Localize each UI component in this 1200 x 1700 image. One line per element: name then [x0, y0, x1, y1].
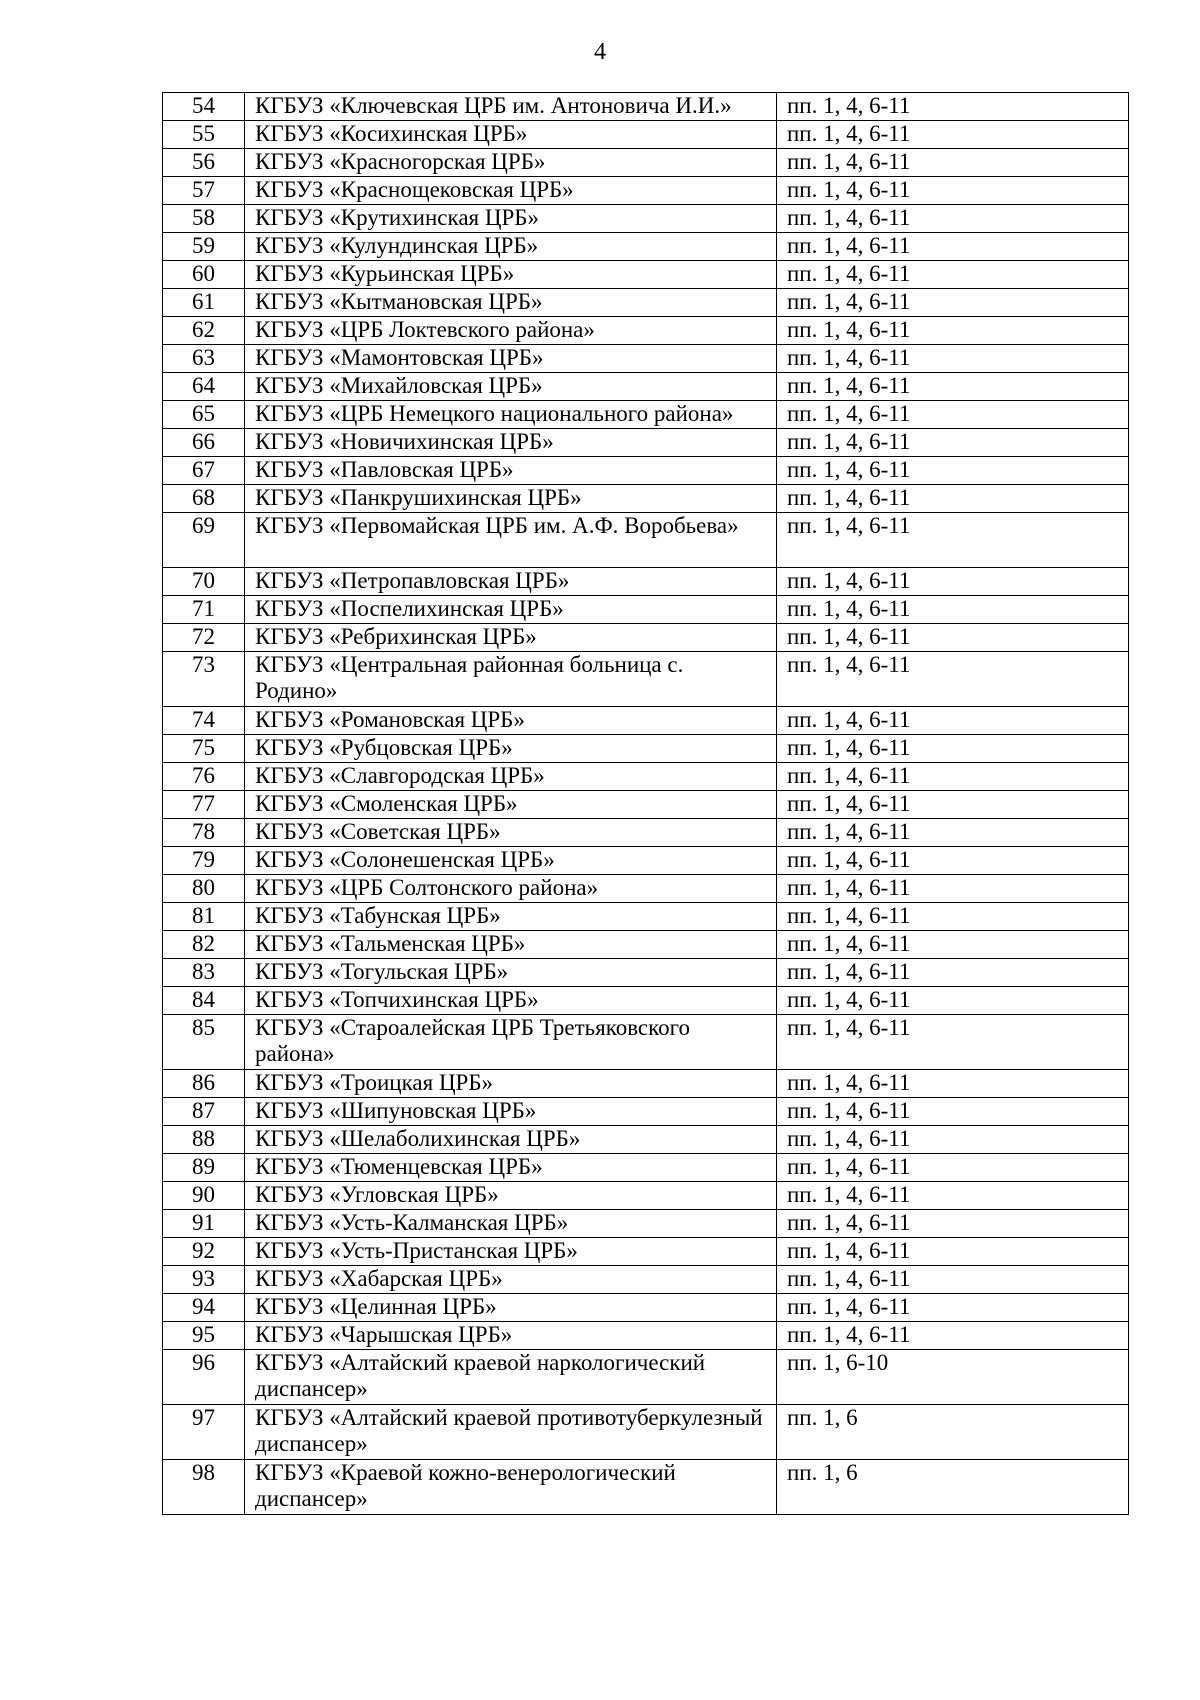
row-number: 86 — [163, 1070, 245, 1098]
row-number: 94 — [163, 1294, 245, 1322]
table-row — [163, 289, 1129, 317]
table-row — [163, 1405, 1129, 1460]
institution-name: КГБУЗ «Советская ЦРБ» — [245, 819, 777, 847]
institution-name: КГБУЗ «Кытмановская ЦРБ» — [245, 289, 777, 317]
table-row — [163, 763, 1129, 791]
institution-name: КГБУЗ «ЦРБ Локтевского района» — [245, 317, 777, 345]
row-number: 88 — [163, 1126, 245, 1154]
row-number: 78 — [163, 819, 245, 847]
clause-reference: пп. 1, 4, 6-11 — [777, 233, 1129, 261]
table-row — [163, 429, 1129, 457]
row-number: 75 — [163, 735, 245, 763]
institution-name: КГБУЗ «Смоленская ЦРБ» — [245, 791, 777, 819]
institution-name: КГБУЗ «Косихинская ЦРБ» — [245, 121, 777, 149]
table-row — [163, 121, 1129, 149]
institution-name: КГБУЗ «Центральная районная больница с. Родино» — [245, 652, 777, 707]
row-number: 70 — [163, 568, 245, 596]
institution-name: КГБУЗ «Кулундинская ЦРБ» — [245, 233, 777, 261]
row-number: 98 — [163, 1460, 245, 1515]
row-number: 91 — [163, 1210, 245, 1238]
row-number: 62 — [163, 317, 245, 345]
clause-reference: пп. 1, 4, 6-11 — [777, 205, 1129, 233]
institution-name: КГБУЗ «Петропавловская ЦРБ» — [245, 568, 777, 596]
clause-reference: пп. 1, 4, 6-11 — [777, 93, 1129, 121]
clause-reference: пп. 1, 4, 6-11 — [777, 289, 1129, 317]
clause-reference: пп. 1, 4, 6-11 — [777, 624, 1129, 652]
row-number: 83 — [163, 959, 245, 987]
clause-reference: пп. 1, 4, 6-11 — [777, 1182, 1129, 1210]
institution-name: КГБУЗ «Угловская ЦРБ» — [245, 1182, 777, 1210]
clause-reference: пп. 1, 4, 6-11 — [777, 847, 1129, 875]
institution-name: КГБУЗ «Топчихинская ЦРБ» — [245, 987, 777, 1015]
row-number: 60 — [163, 261, 245, 289]
row-number: 64 — [163, 373, 245, 401]
row-number: 68 — [163, 485, 245, 513]
institution-name: КГБУЗ «Староалейская ЦРБ Третьяковского района» — [245, 1015, 777, 1070]
table-row — [163, 233, 1129, 261]
clause-reference: пп. 1, 4, 6-11 — [777, 1294, 1129, 1322]
table-row — [163, 149, 1129, 177]
row-number: 82 — [163, 931, 245, 959]
clause-reference: пп. 1, 4, 6-11 — [777, 903, 1129, 931]
row-number: 57 — [163, 177, 245, 205]
institution-name: КГБУЗ «Краснощековская ЦРБ» — [245, 177, 777, 205]
row-number: 59 — [163, 233, 245, 261]
clause-reference: пп. 1, 4, 6-11 — [777, 457, 1129, 485]
institution-name: КГБУЗ «Новичихинская ЦРБ» — [245, 429, 777, 457]
clause-reference: пп. 1, 4, 6-11 — [777, 149, 1129, 177]
institution-name: КГБУЗ «Целинная ЦРБ» — [245, 1294, 777, 1322]
table-row — [163, 1238, 1129, 1266]
institution-name: КГБУЗ «Тогульская ЦРБ» — [245, 959, 777, 987]
institutions-table — [162, 92, 1129, 1515]
table-row — [163, 317, 1129, 345]
table-row — [163, 205, 1129, 233]
clause-reference: пп. 1, 4, 6-11 — [777, 373, 1129, 401]
institution-name: КГБУЗ «Михайловская ЦРБ» — [245, 373, 777, 401]
row-number: 71 — [163, 596, 245, 624]
institution-name: КГБУЗ «Шелаболихинская ЦРБ» — [245, 1126, 777, 1154]
clause-reference: пп. 1, 4, 6-11 — [777, 1266, 1129, 1294]
institution-name: КГБУЗ «Панкрушихинская ЦРБ» — [245, 485, 777, 513]
table-row — [163, 1126, 1129, 1154]
institution-name: КГБУЗ «Тальменская ЦРБ» — [245, 931, 777, 959]
table-row — [163, 903, 1129, 931]
clause-reference: пп. 1, 4, 6-11 — [777, 596, 1129, 624]
institution-name: КГБУЗ «Ребрихинская ЦРБ» — [245, 624, 777, 652]
row-number: 87 — [163, 1098, 245, 1126]
institution-name: КГБУЗ «ЦРБ Солтонского района» — [245, 875, 777, 903]
clause-reference: пп. 1, 4, 6-11 — [777, 652, 1129, 707]
institution-name: КГБУЗ «ЦРБ Немецкого национального района» — [245, 401, 777, 429]
clause-reference: пп. 1, 4, 6-11 — [777, 568, 1129, 596]
clause-reference: пп. 1, 6 — [777, 1405, 1129, 1460]
table-row — [163, 1350, 1129, 1405]
institution-name: КГБУЗ «Усть-Калманская ЦРБ» — [245, 1210, 777, 1238]
institution-name: КГБУЗ «Хабарская ЦРБ» — [245, 1266, 777, 1294]
clause-reference: пп. 1, 4, 6-11 — [777, 763, 1129, 791]
institution-name: КГБУЗ «Чарышская ЦРБ» — [245, 1322, 777, 1350]
row-number: 76 — [163, 763, 245, 791]
table-row — [163, 959, 1129, 987]
clause-reference: пп. 1, 4, 6-11 — [777, 429, 1129, 457]
page-number: 4 — [594, 39, 606, 65]
table-row — [163, 1098, 1129, 1126]
table-row — [163, 457, 1129, 485]
table-row — [163, 707, 1129, 735]
table-row — [163, 513, 1129, 568]
clause-reference: пп. 1, 4, 6-11 — [777, 177, 1129, 205]
institution-name: КГБУЗ «Алтайский краевой противотуберкулезный диспансер» — [245, 1405, 777, 1460]
row-number: 89 — [163, 1154, 245, 1182]
table-row — [163, 1154, 1129, 1182]
row-number: 66 — [163, 429, 245, 457]
table-row — [163, 345, 1129, 373]
table-row — [163, 791, 1129, 819]
table-row — [163, 652, 1129, 707]
row-number: 93 — [163, 1266, 245, 1294]
table-row — [163, 177, 1129, 205]
row-number: 80 — [163, 875, 245, 903]
row-number: 56 — [163, 149, 245, 177]
clause-reference: пп. 1, 4, 6-11 — [777, 401, 1129, 429]
clause-reference: пп. 1, 4, 6-11 — [777, 1126, 1129, 1154]
clause-reference: пп. 1, 4, 6-11 — [777, 735, 1129, 763]
table-row — [163, 931, 1129, 959]
table-row — [163, 373, 1129, 401]
institution-name: КГБУЗ «Курьинская ЦРБ» — [245, 261, 777, 289]
clause-reference: пп. 1, 6 — [777, 1460, 1129, 1515]
clause-reference: пп. 1, 4, 6-11 — [777, 1154, 1129, 1182]
table-row — [163, 1460, 1129, 1515]
table-row — [163, 93, 1129, 121]
institution-name: КГБУЗ «Романовская ЦРБ» — [245, 707, 777, 735]
clause-reference: пп. 1, 4, 6-11 — [777, 1322, 1129, 1350]
row-number: 58 — [163, 205, 245, 233]
clause-reference: пп. 1, 4, 6-11 — [777, 707, 1129, 735]
table-row — [163, 624, 1129, 652]
table-row — [163, 987, 1129, 1015]
table-row — [163, 847, 1129, 875]
clause-reference: пп. 1, 4, 6-11 — [777, 875, 1129, 903]
clause-reference: пп. 1, 4, 6-11 — [777, 987, 1129, 1015]
table-row — [163, 819, 1129, 847]
row-number: 84 — [163, 987, 245, 1015]
table-row — [163, 1322, 1129, 1350]
row-number: 72 — [163, 624, 245, 652]
row-number: 81 — [163, 903, 245, 931]
row-number: 97 — [163, 1405, 245, 1460]
table-row — [163, 596, 1129, 624]
clause-reference: пп. 1, 4, 6-11 — [777, 513, 1129, 568]
row-number: 65 — [163, 401, 245, 429]
table-row — [163, 401, 1129, 429]
institution-name: КГБУЗ «Мамонтовская ЦРБ» — [245, 345, 777, 373]
row-number: 54 — [163, 93, 245, 121]
institution-name: КГБУЗ «Усть-Пристанская ЦРБ» — [245, 1238, 777, 1266]
institution-name: КГБУЗ «Славгородская ЦРБ» — [245, 763, 777, 791]
row-number: 90 — [163, 1182, 245, 1210]
table-body — [163, 93, 1129, 1515]
row-number: 85 — [163, 1015, 245, 1070]
clause-reference: пп. 1, 4, 6-11 — [777, 1210, 1129, 1238]
clause-reference: пп. 1, 4, 6-11 — [777, 261, 1129, 289]
table-row — [163, 1294, 1129, 1322]
institution-name: КГБУЗ «Тюменцевская ЦРБ» — [245, 1154, 777, 1182]
row-number: 92 — [163, 1238, 245, 1266]
clause-reference: пп. 1, 4, 6-11 — [777, 121, 1129, 149]
clause-reference: пп. 1, 4, 6-11 — [777, 819, 1129, 847]
institution-name: КГБУЗ «Красногорская ЦРБ» — [245, 149, 777, 177]
table-row — [163, 735, 1129, 763]
row-number: 67 — [163, 457, 245, 485]
clause-reference: пп. 1, 6-10 — [777, 1350, 1129, 1405]
table-row — [163, 1015, 1129, 1070]
clause-reference: пп. 1, 4, 6-11 — [777, 1098, 1129, 1126]
row-number: 74 — [163, 707, 245, 735]
table-row — [163, 1070, 1129, 1098]
table-row — [163, 1210, 1129, 1238]
table-row — [163, 485, 1129, 513]
table-row — [163, 261, 1129, 289]
row-number: 69 — [163, 513, 245, 568]
table-row — [163, 1182, 1129, 1210]
table-row — [163, 875, 1129, 903]
institution-name: КГБУЗ «Ключевская ЦРБ им. Антоновича И.И.» — [245, 93, 777, 121]
row-number: 96 — [163, 1350, 245, 1405]
institution-name: КГБУЗ «Павловская ЦРБ» — [245, 457, 777, 485]
table-row — [163, 568, 1129, 596]
row-number: 73 — [163, 652, 245, 707]
row-number: 79 — [163, 847, 245, 875]
clause-reference: пп. 1, 4, 6-11 — [777, 317, 1129, 345]
institution-name: КГБУЗ «Шипуновская ЦРБ» — [245, 1098, 777, 1126]
institution-name: КГБУЗ «Краевой кожно-венерологический диспансер» — [245, 1460, 777, 1515]
clause-reference: пп. 1, 4, 6-11 — [777, 1015, 1129, 1070]
row-number: 61 — [163, 289, 245, 317]
institution-name: КГБУЗ «Солонешенская ЦРБ» — [245, 847, 777, 875]
institution-name: КГБУЗ «Рубцовская ЦРБ» — [245, 735, 777, 763]
institution-name: КГБУЗ «Троицкая ЦРБ» — [245, 1070, 777, 1098]
clause-reference: пп. 1, 4, 6-11 — [777, 1238, 1129, 1266]
institution-name: КГБУЗ «Табунская ЦРБ» — [245, 903, 777, 931]
row-number: 77 — [163, 791, 245, 819]
row-number: 63 — [163, 345, 245, 373]
row-number: 55 — [163, 121, 245, 149]
institution-name: КГБУЗ «Поспелихинская ЦРБ» — [245, 596, 777, 624]
clause-reference: пп. 1, 4, 6-11 — [777, 1070, 1129, 1098]
row-number: 95 — [163, 1322, 245, 1350]
table-row — [163, 1266, 1129, 1294]
clause-reference: пп. 1, 4, 6-11 — [777, 959, 1129, 987]
institution-name: КГБУЗ «Алтайский краевой наркологический диспансер» — [245, 1350, 777, 1405]
clause-reference: пп. 1, 4, 6-11 — [777, 485, 1129, 513]
institution-name: КГБУЗ «Крутихинская ЦРБ» — [245, 205, 777, 233]
institution-name: КГБУЗ «Первомайская ЦРБ им. А.Ф. Воробьева» — [245, 513, 777, 568]
clause-reference: пп. 1, 4, 6-11 — [777, 931, 1129, 959]
clause-reference: пп. 1, 4, 6-11 — [777, 791, 1129, 819]
clause-reference: пп. 1, 4, 6-11 — [777, 345, 1129, 373]
